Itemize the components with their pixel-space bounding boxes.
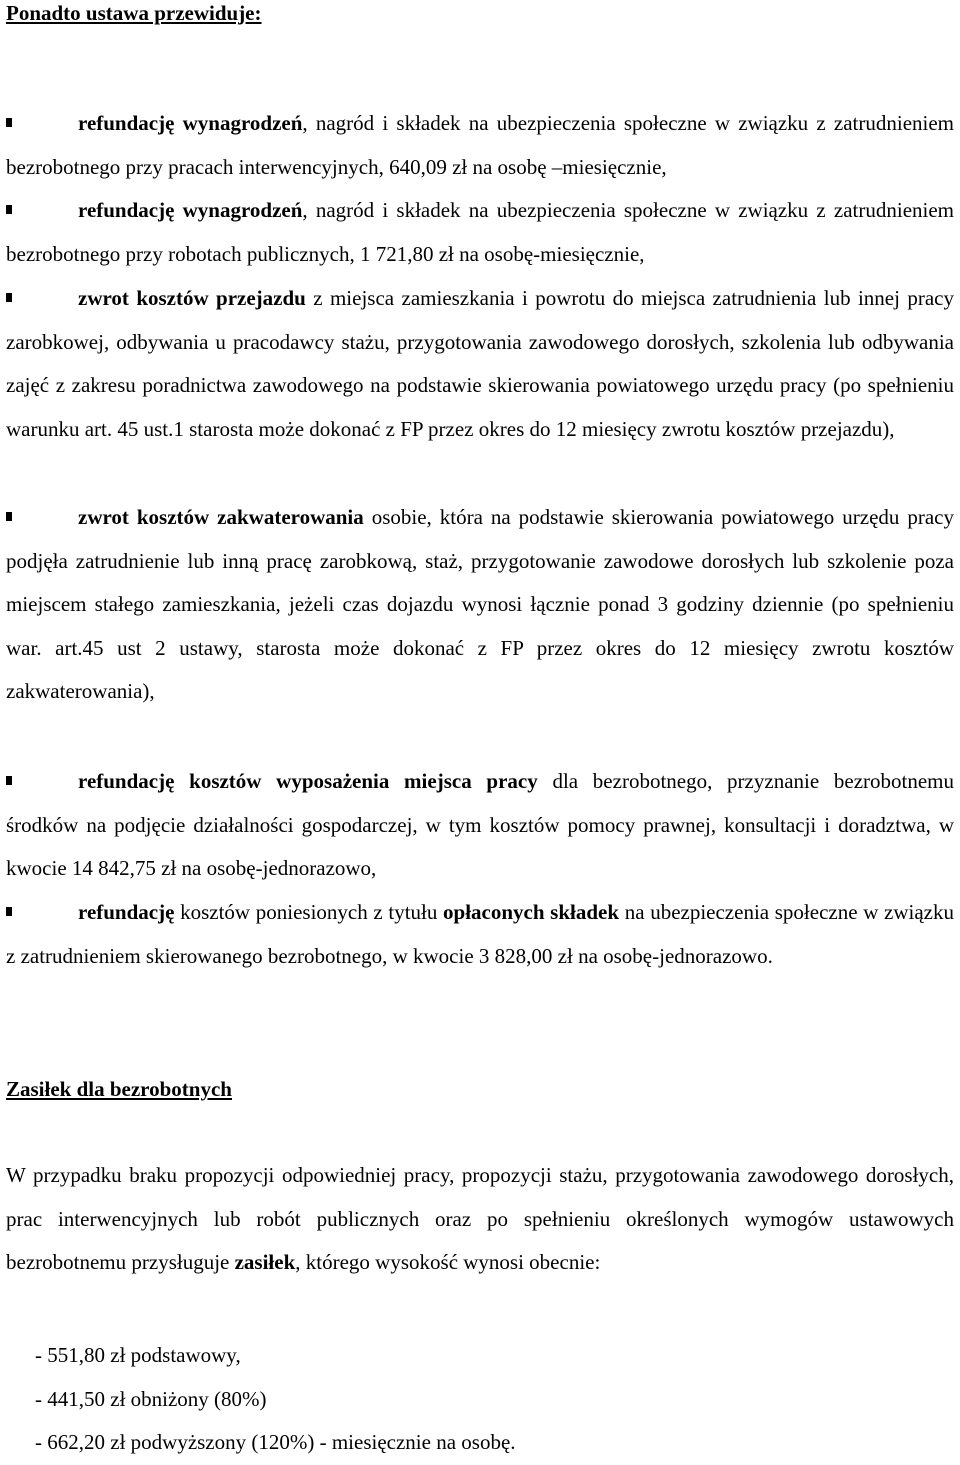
bullet-1-text: , nagród i składek na ubezpieczenia społeczne w związku z zatrudnieniem bezrobotnego przy pracach interwencyjnych, 640,09 zł na osobę –miesięcznie, [6, 111, 955, 179]
bullet-paragraph-4 [6, 496, 954, 714]
benefit-bold: zasiłek [234, 1250, 296, 1275]
bullet-6-bold-1: refundację [78, 900, 175, 924]
bullet-5-text: dla bezrobotnego, przyznanie bezrobotnemu środków na podjęcie działalności gospodarczej, w tym kosztów pomocy prawnej, konsultacji i doradztwa, w kwocie 14 842,75 zł na osobę-jednorazowo, [6, 769, 955, 881]
bullet-paragraph-3 [6, 277, 954, 451]
bullet-paragraph-1 [6, 102, 954, 189]
benefit-amounts-list [6, 1334, 516, 1465]
bullet-1-bold: refundację wynagrodzeń [78, 111, 303, 135]
bullet-paragraph-2 [6, 189, 954, 276]
bullet-3-bold: zwrot kosztów przejazdu [78, 286, 306, 310]
square-bullet-icon [6, 776, 12, 785]
bullet-paragraph-5 [6, 760, 954, 891]
square-bullet-icon [6, 205, 12, 214]
bullet-2-bold: refundację wynagrodzeń [78, 198, 303, 222]
square-bullet-icon [6, 907, 12, 916]
bullet-2-text: , nagród i składek na ubezpieczenia społeczne w związku z zatrudnieniem bezrobotnego przy robotach publicznych, 1 721,80 zł na osobę-miesięcznie, [6, 198, 955, 266]
benefit-text-2: , którego wysokość wynosi obecnie: [295, 1250, 601, 1275]
square-bullet-icon [6, 118, 12, 127]
bullet-4-text: osobie, która na podstawie skierowania powiatowego urzędu pracy podjęła zatrudnienie lub inną pracę zarobkową, staż, przygotowanie zawodowe dorosłych lub szkolenie poza miejscem stałego zamieszkania, jeżeli czas dojazdu wynosi łącznie ponad 3 godziny dziennie (po spełnieniu war. art.45 ust 2 ustawy, starosta może dokonać z FP przez okres do 12 miesięcy zwrotu kosztów zakwaterowania), [6, 505, 954, 704]
list-item: - 551,80 zł podstawowy, [35, 1343, 241, 1367]
bullet-6-bold-2: opłaconych składek [443, 900, 620, 924]
bullet-5-bold: refundację kosztów wyposażenia miejsca pracy [78, 769, 538, 793]
bullet-6-text-1: kosztów poniesionych z tytułu [174, 900, 444, 924]
bullet-4-bold: zwrot kosztów zakwaterowania [78, 505, 364, 529]
section-heading-additional-provisions: Ponadto ustawa przewiduje: [6, 1, 262, 25]
list-item: - 441,50 zł obniżony (80%) [35, 1386, 267, 1411]
square-bullet-icon [6, 512, 12, 521]
bullet-3-text: z miejsca zamieszkania i powrotu do miejsca zatrudnienia lub innej pracy zarobkowej, odbywania u pracodawcy stażu, przygotowania zawodowego dorosłych, szkolenia lub odbywania zajęć z zakresu poradnictwa zawodowego na podstawie skierowania powiatowego urzędu pracy (po spełnieniu warunku art. 45 ust.1 starosta może dokonać z FP przez okres do 12 miesięcy zwrotu kosztów przejazdu), [6, 286, 954, 441]
square-bullet-icon [6, 293, 12, 302]
section-heading-unemployment-benefit: Zasiłek dla bezrobotnych [6, 1077, 232, 1101]
benefit-paragraph [6, 1154, 954, 1285]
benefit-text-1: W przypadku braku propozycji odpowiedniej pracy, propozycji stażu, przygotowania zawodowego dorosłych, prac interwencyjnych lub robót publicznych oraz po spełnieniu określonych wymogów ustawowych bezrobotnemu przysługuje [6, 1163, 954, 1275]
bullet-paragraph-6 [6, 891, 954, 978]
list-item: - 662,20 zł podwyższony (120%) - miesięcznie na osobę. [35, 1430, 516, 1454]
bullet-6-text-2: na ubezpieczenia społeczne w związku z zatrudnieniem skierowanego bezrobotnego, w kwocie 3 828,00 zł na osobę-jednorazowo. [6, 900, 954, 968]
